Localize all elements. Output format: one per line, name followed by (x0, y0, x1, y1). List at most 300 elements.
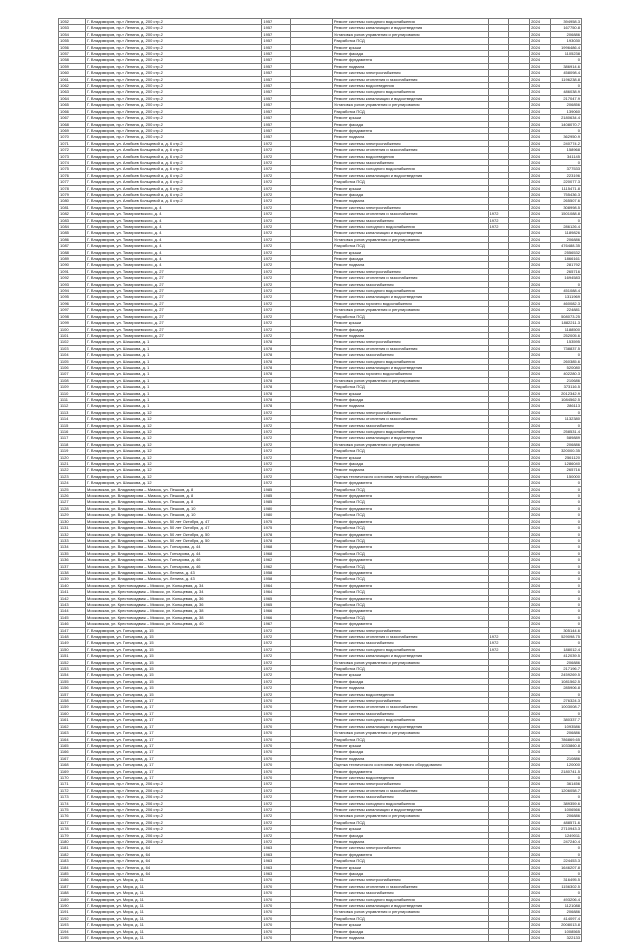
address-cell: Г. Владимиров, ул. Гончарова, д. 17 (85, 710, 261, 716)
empty-cell (509, 935, 530, 941)
work-type-cell: Ремонт системы газоснабжения (332, 640, 488, 646)
amount-cell: 1156302.5 (550, 883, 581, 889)
work-type-cell: Разработка ПСД (332, 736, 488, 742)
row-id-cell: 1158 (59, 698, 86, 704)
row-id-cell: 1080 (59, 198, 86, 204)
work-type-cell: Ремонт системы холодного водоснабжения (332, 19, 488, 25)
work-type-cell: Ремонт системы канализации и водоотведения (332, 230, 488, 236)
amount-cell: 0 (550, 608, 581, 614)
row-id-cell: 1066 (59, 108, 86, 114)
amount-cell: 402280.3 (550, 371, 581, 377)
address-cell: Г. Владимиров, ул. Шишкова, д. 12 (85, 409, 261, 415)
address-cell: Г. Владимиров, ул. Тимирязевского, д. 4 (85, 211, 261, 217)
amount-cell: 0 (550, 640, 581, 646)
plan-year-cell: 2024 (530, 384, 551, 390)
year-cell: 1972 (262, 307, 291, 313)
year-cell: 1972 (262, 819, 291, 825)
row-id-cell: 1173 (59, 794, 86, 800)
amount-cell: 260385.6 (550, 358, 581, 364)
plan-year-cell: 2024 (530, 480, 551, 486)
amount-cell: 0 (550, 422, 581, 428)
row-id-cell: 1146 (59, 621, 86, 627)
row-id-cell: 1081 (59, 204, 86, 210)
year-cell: 1978 (262, 358, 291, 364)
year-cell: 1980 (262, 512, 291, 518)
address-cell: Г. Владимиров, пр-т Ленина, д. 200 стр.2 (85, 95, 261, 101)
year-cell: 1957 (262, 76, 291, 82)
address-cell: Г. Владимиров, ул. Шишкова, д. 1 (85, 358, 261, 364)
plan-year-cell: 2024 (530, 653, 551, 659)
work-type-cell: Ремонт системы канализации и водоотведения (332, 653, 488, 659)
year-cell: 1972 (262, 217, 291, 223)
address-cell: Г. Владимиров, пр-т Ленина, д. 64 (85, 864, 261, 870)
year-cell: 1957 (262, 83, 291, 89)
row-id-cell: 1095 (59, 294, 86, 300)
plan-year-cell: 2024 (530, 294, 551, 300)
address-cell: Г. Владимиров, ул. Гончарова, д. 15 (85, 640, 261, 646)
plan-year-cell: 2024 (530, 57, 551, 63)
row-id-cell: 1082 (59, 211, 86, 217)
work-type-cell: Ремонт системы электроснабжения (332, 627, 488, 633)
address-cell: Г. Владимиров, пр-т Ленина, д. 200 стр.2 (85, 121, 261, 127)
plan-year-cell: 2024 (530, 935, 551, 941)
work-type-cell: Ремонт фундамента (332, 57, 488, 63)
plan-year-cell: 2024 (530, 115, 551, 121)
row-id-cell: 1157 (59, 691, 86, 697)
row-id-cell: 1127 (59, 499, 86, 505)
work-type-cell: Разработка ПСД (332, 108, 488, 114)
year-cell: 1957 (262, 38, 291, 44)
work-type-cell: Разработка ПСД (332, 313, 488, 319)
work-type-cell: Ремонт фасада (332, 871, 488, 877)
plan-year-cell: 2024 (530, 601, 551, 607)
address-cell: Московская, ул. Крестовоздвиж – Миасск, ул. Кольцевая, д. 38 (85, 608, 261, 614)
plan-year-cell: 2024 (530, 422, 551, 428)
year-cell: 1972 (262, 653, 291, 659)
address-cell: Г. Владимиров, ул. Алябьев Кольцевой а, д. 6 стр.2 (85, 153, 261, 159)
address-cell: Г. Владимиров, ул. Гончарова, д. 17 (85, 717, 261, 723)
address-cell: Г. Владимиров, ул. Шишкова, д. 1 (85, 384, 261, 390)
address-cell: Г. Владимиров, ул. Гончарова, д. 15 (85, 666, 261, 672)
work-type-cell: Ремонт фасада (332, 51, 488, 57)
year-cell: 1970 (262, 762, 291, 768)
address-cell: Г. Владимиров, ул. Шишкова, д. 1 (85, 403, 261, 409)
amount-cell: 1105238 (550, 51, 581, 57)
row-id-cell: 1075 (59, 166, 86, 172)
year-cell: 1962 (262, 563, 291, 569)
plan-year-cell: 2024 (530, 364, 551, 370)
row-id-cell: 1067 (59, 115, 86, 121)
year-cell: 1985 (262, 486, 291, 492)
address-cell: Московская, ул. Владимирова – Миасск, ул. 50 лет Октября, д. 50 (85, 537, 261, 543)
amount-cell: 529098.75 (550, 634, 581, 640)
address-cell: Московская, ул. Владимирова – Миасск, ул. Пешков, д. 8 (85, 486, 261, 492)
plan-year-cell: 2024 (530, 582, 551, 588)
year-cell: 1972 (262, 262, 291, 268)
amount-cell: 285906.8 (550, 685, 581, 691)
work-type-cell: Ремонт крыши (332, 185, 488, 191)
work-type-cell: Ремонт системы горячего водоснабжения (332, 371, 488, 377)
amount-cell: 1093586 (550, 723, 581, 729)
plan-year-cell: 2024 (530, 736, 551, 742)
plan-year-cell: 2024 (530, 262, 551, 268)
year-cell: 1972 (262, 153, 291, 159)
work-type-cell: Разработка ПСД (332, 601, 488, 607)
amount-cell: 2180634.4 (550, 115, 581, 121)
address-cell: Г. Владимиров, пр-т Ленина, д. 64 (85, 845, 261, 851)
row-id-cell: 1077 (59, 179, 86, 185)
amount-cell: 247240.4 (550, 839, 581, 845)
year-cell: 1957 (262, 134, 291, 140)
year-cell: 1972 (262, 800, 291, 806)
plan-year-cell: 2024 (530, 806, 551, 812)
amount-cell: 1694583 (550, 275, 581, 281)
year-cell: 1972 (262, 224, 291, 230)
amount-cell: 0 (550, 774, 581, 780)
work-type-cell: Ремонт фасада (332, 191, 488, 197)
plan-year-cell: 2024 (530, 300, 551, 306)
amount-cell: 380337.7 (550, 717, 581, 723)
row-id-cell: 1112 (59, 403, 86, 409)
plan-year-cell: 2024 (530, 608, 551, 614)
row-id-cell: 1165 (59, 742, 86, 748)
amount-cell: 0 (550, 569, 581, 575)
year-cell: 1972 (262, 813, 291, 819)
address-cell: Г. Владимиров, пр-т Ленина, д. 200 стр.2 (85, 31, 261, 37)
address-cell: Г. Владимиров, ул. Алябьев Кольцевой а, д. 6 стр.2 (85, 159, 261, 165)
address-cell: Г. Владимиров, ул. Тимирязевского, д. 27 (85, 294, 261, 300)
address-cell: Г. Владимиров, ул. Алябьев Кольцевой а, д. 6 стр.2 (85, 140, 261, 146)
row-id-cell: 1171 (59, 781, 86, 787)
address-cell: Г. Владимиров, ул. Тимирязевского, д. 4 (85, 204, 261, 210)
address-cell: Московская, ул. Крестовоздвиж – Миасск, ул. Кольцевая, д. 38 (85, 614, 261, 620)
work-type-cell: Разработка ПСД (332, 179, 488, 185)
work-type-cell: Ремонт системы канализации и водоотведения (332, 25, 488, 31)
address-cell: Г. Владимиров, ул. Мира, д. 11 (85, 896, 261, 902)
plan-year-cell: 2024 (530, 416, 551, 422)
plan-year-cell: 2024 (530, 339, 551, 345)
plan-year-cell: 2024 (530, 31, 551, 37)
row-id-cell: 1108 (59, 377, 86, 383)
amount-cell: 167750.8 (550, 25, 581, 31)
year-cell: 1957 (262, 102, 291, 108)
year-cell: 1957 (262, 31, 291, 37)
work-type-cell: Разработка ПСД (332, 537, 488, 543)
plan-year-cell: 2024 (530, 787, 551, 793)
row-id-cell: 1090 (59, 262, 86, 268)
amount-cell: 412039.5 (550, 653, 581, 659)
plan-year-cell: 2024 (530, 332, 551, 338)
row-id-cell: 1185 (59, 871, 86, 877)
plan-year-cell: 2024 (530, 883, 551, 889)
plan-year-cell: 2024 (530, 256, 551, 262)
year-cell: 1972 (262, 448, 291, 454)
work-type-cell: Ремонт системы газоснабжения (332, 422, 488, 428)
row-id-cell: 1149 (59, 640, 86, 646)
address-cell: Г. Владимиров, ул. Гончарова, д. 17 (85, 723, 261, 729)
amount-cell: 252005.6 (550, 332, 581, 338)
work-type-cell: Ремонт системы канализации и водоотведения (332, 95, 488, 101)
amount-cell: 286113 (550, 403, 581, 409)
year-cell: 1972 (262, 473, 291, 479)
work-type-cell: Разработка ПСД (332, 858, 488, 864)
address-cell: Г. Владимиров, ул. Тимирязевского, д. 27 (85, 307, 261, 313)
address-cell: Г. Владимиров, ул. Тимирязевского, д. 4 (85, 230, 261, 236)
year-cell: 1972 (262, 172, 291, 178)
work-type-cell: Ремонт фасада (332, 121, 488, 127)
amount-cell: 1311969 (550, 294, 581, 300)
address-cell: Г. Владимиров, ул. Тимирязевского, д. 4 (85, 224, 261, 230)
year-cell: 1972 (262, 461, 291, 467)
table-body (59, 19, 582, 942)
row-id-cell: 1193 (59, 922, 86, 928)
amount-cell: 2012342.9 (550, 390, 581, 396)
work-type-cell: Ремонт крыши (332, 390, 488, 396)
work-type-cell: Ремонт фасада (332, 326, 488, 332)
address-cell: Г. Владимиров, ул. Гончарова, д. 15 (85, 685, 261, 691)
plan-year-cell: 2024 (530, 217, 551, 223)
work-type-cell: Ремонт фасада (332, 832, 488, 838)
address-cell: Московская, ул. Владимирова – Миасск, ул. Гончарова, д. 46 (85, 563, 261, 569)
year-cell: 1980 (262, 505, 291, 511)
amount-cell: 362950.9 (550, 134, 581, 140)
plan-year-cell: 2024 (530, 723, 551, 729)
work-type-cell: Ремонт системы канализации и водоотведения (332, 903, 488, 909)
amount-cell: 0 (550, 537, 581, 543)
amount-cell: 0 (550, 57, 581, 63)
work-type-cell: Ремонт системы отопления и газоснабжения (332, 275, 488, 281)
year-cell: 1972 (262, 230, 291, 236)
work-type-cell: Ремонт подвала (332, 63, 488, 69)
plan-year-cell: 2024 (530, 569, 551, 575)
address-cell: Г. Владимиров, пр-т Ленина, д. 200 стр.2 (85, 44, 261, 50)
amount-cell: 0 (550, 217, 581, 223)
extra-year-cell (488, 935, 509, 941)
year-cell: 1972 (262, 332, 291, 338)
row-id-cell: 1083 (59, 217, 86, 223)
row-id-cell: 1139 (59, 576, 86, 582)
address-cell: Г. Владимиров, ул. Мира, д. 11 (85, 903, 261, 909)
row-id-cell: 1117 (59, 435, 86, 441)
plan-year-cell: 2024 (530, 249, 551, 255)
row-id-cell: 1088 (59, 249, 86, 255)
work-type-cell: Ремонт фундамента (332, 493, 488, 499)
address-cell: Московская, ул. Владимирова – Миасск, ул. Пешков, д. 10 (85, 505, 261, 511)
row-id-cell: 1194 (59, 928, 86, 934)
work-type-cell: Ремонт фундамента (332, 505, 488, 511)
row-id-cell: 1186 (59, 877, 86, 883)
amount-cell: 1206058.7 (550, 787, 581, 793)
year-cell: 1970 (262, 890, 291, 896)
amount-cell: 224881 (550, 307, 581, 313)
plan-year-cell: 2024 (530, 858, 551, 864)
address-cell: Г. Владимиров, ул. Тимирязевского, д. 27 (85, 326, 261, 332)
address-cell: Г. Владимиров, ул. Алябьев Кольцевой а, д. 6 стр.2 (85, 198, 261, 204)
year-cell: 1972 (262, 685, 291, 691)
amount-cell: 1084562.5 (550, 396, 581, 402)
amount-cell: 0 (550, 409, 581, 415)
address-cell: Московская, ул. Владимирова – Миасск, ул. Пешков, д. 8 (85, 499, 261, 505)
empty-cell (291, 935, 333, 941)
plan-year-cell: 2024 (530, 191, 551, 197)
row-id-cell: 1192 (59, 915, 86, 921)
row-id-cell: 1162 (59, 723, 86, 729)
plan-year-cell: 2024 (530, 371, 551, 377)
amount-cell: 394958.3 (550, 19, 581, 25)
work-type-cell: Ремонт системы электроснабжения (332, 409, 488, 415)
work-type-cell: Ремонт подвала (332, 262, 488, 268)
amount-cell: 0 (550, 710, 581, 716)
year-cell: 1970 (262, 710, 291, 716)
spreadsheet (58, 18, 582, 942)
row-id-cell: 1069 (59, 127, 86, 133)
row-id-cell: 1169 (59, 768, 86, 774)
work-type-cell: Ремонт фундамента (332, 480, 488, 486)
year-cell: 1978 (262, 403, 291, 409)
work-type-cell: Ремонт крыши (332, 320, 488, 326)
plan-year-cell: 2024 (530, 108, 551, 114)
row-id-cell: 1159 (59, 704, 86, 710)
row-id-cell: 1189 (59, 896, 86, 902)
year-cell: 1972 (262, 185, 291, 191)
amount-cell: 320000.35 (550, 448, 581, 454)
row-id-cell: 1116 (59, 429, 86, 435)
year-cell: 1962 (262, 557, 291, 563)
amount-cell: 158968 (550, 147, 581, 153)
plan-year-cell: 2024 (530, 435, 551, 441)
address-cell: Г. Владимиров, ул. Шишкова, д. 12 (85, 416, 261, 422)
row-id-cell: 1060 (59, 70, 86, 76)
work-type-cell: Ремонт фундамента (332, 518, 488, 524)
plan-year-cell: 2024 (530, 63, 551, 69)
year-cell: 1966 (262, 608, 291, 614)
work-type-cell: Ремонт системы холодного водоснабжения (332, 800, 488, 806)
plan-year-cell: 2024 (530, 493, 551, 499)
year-cell: 1970 (262, 903, 291, 909)
address-cell: Г. Владимиров, пр-т Ленина, д. 206 стр.2 (85, 826, 261, 832)
address-cell: Г. Владимиров, ул. Мира, д. 11 (85, 915, 261, 921)
amount-cell: 0 (550, 505, 581, 511)
year-cell: 1972 (262, 627, 291, 633)
address-cell: Г. Владимиров, пр-т Ленина, д. 200 стр.2 (85, 70, 261, 76)
plan-year-cell: 2024 (530, 646, 551, 652)
work-type-cell: Оценка технического состояния лифтового оборудования (332, 762, 488, 768)
work-type-cell: Ремонт фундамента (332, 531, 488, 537)
amount-cell: 265507.6 (550, 198, 581, 204)
work-type-cell: Разработка ПСД (332, 499, 488, 505)
year-cell: 1972 (262, 659, 291, 665)
address-cell: Г. Владимиров, ул. Тимирязевского, д. 27 (85, 268, 261, 274)
row-id-cell: 1087 (59, 243, 86, 249)
amount-cell: 220077.3 (550, 179, 581, 185)
work-type-cell: Ремонт системы электроснабжения (332, 204, 488, 210)
work-type-cell: Ремонт подвала (332, 403, 488, 409)
year-cell: 1972 (262, 454, 291, 460)
work-type-cell: Ремонт системы отопления и газоснабжения (332, 211, 488, 217)
plan-year-cell: 2024 (530, 44, 551, 50)
year-cell: 1964 (262, 582, 291, 588)
year-cell: 1958 (262, 576, 291, 582)
address-cell: Г. Владимиров, пр-т Ленина, д. 200 стр.2 (85, 134, 261, 140)
amount-cell: 0 (550, 614, 581, 620)
amount-cell: 0 (550, 871, 581, 877)
work-type-cell: Ремонт подвала (332, 839, 488, 845)
year-cell: 1970 (262, 896, 291, 902)
amount-cell: 0 (550, 127, 581, 133)
plan-year-cell: 2024 (530, 621, 551, 627)
address-cell: Г. Владимиров, пр-т Ленина, д. 206 стр.2 (85, 813, 261, 819)
address-cell: Г. Владимиров, пр-т Ленина, д. 206 стр.2 (85, 800, 261, 806)
row-id-cell: 1107 (59, 371, 86, 377)
work-type-cell: Ремонт системы холодного водоснабжения (332, 896, 488, 902)
plan-year-cell: 2024 (530, 576, 551, 582)
year-cell: 1970 (262, 698, 291, 704)
amount-cell: 451088.4 (550, 288, 581, 294)
row-id-cell: 1078 (59, 185, 86, 191)
year-cell: 1972 (262, 781, 291, 787)
year-cell: 1978 (262, 377, 291, 383)
work-type-cell: Разработка ПСД (332, 525, 488, 531)
year-cell: 1972 (262, 422, 291, 428)
amount-cell: 2180741.5 (550, 768, 581, 774)
plan-year-cell: 2024 (530, 659, 551, 665)
amount-cell: 206886 (550, 909, 581, 915)
row-id-cell: 1121 (59, 461, 86, 467)
row-id-cell: 1091 (59, 268, 86, 274)
year-cell: 1967 (262, 621, 291, 627)
row-id-cell: 1131 (59, 525, 86, 531)
address-cell: Г. Владимиров, ул. Шишкова, д. 12 (85, 422, 261, 428)
plan-year-cell: 2024 (530, 121, 551, 127)
address-cell: Г. Владимиров, ул. Шишкова, д. 1 (85, 352, 261, 358)
work-type-cell: Ремонт фундамента (332, 544, 488, 550)
year-cell: 1965 (262, 601, 291, 607)
year-cell: 1972 (262, 467, 291, 473)
plan-year-cell: 2024 (530, 83, 551, 89)
amount-cell: 1003008.7 (550, 704, 581, 710)
plan-year-cell: 2024 (530, 832, 551, 838)
amount-cell: 0 (550, 544, 581, 550)
amount-cell: 389359.6 (550, 800, 581, 806)
year-cell: 1972 (262, 672, 291, 678)
year-cell: 1972 (262, 666, 291, 672)
row-id-cell: 1138 (59, 569, 86, 575)
work-type-cell: Ремонт крыши (332, 672, 488, 678)
plan-year-cell: 2024 (530, 326, 551, 332)
address-cell: Г. Владимиров, ул. Гончарова, д. 15 (85, 691, 261, 697)
work-type-cell: Ремонт системы отопления и газоснабжения (332, 704, 488, 710)
address-cell: Г. Владимиров, ул. Гончарова, д. 17 (85, 742, 261, 748)
year-cell: 1957 (262, 89, 291, 95)
row-id-cell: 1175 (59, 806, 86, 812)
plan-year-cell: 2024 (530, 666, 551, 672)
work-type-cell: Ремонт системы отопления и газоснабжения (332, 76, 488, 82)
row-id-cell: 1115 (59, 422, 86, 428)
amount-cell: 460082.3 (550, 300, 581, 306)
address-cell: Г. Владимиров, пр-т Ленина, д. 200 стр.2 (85, 83, 261, 89)
plan-year-cell: 2024 (530, 640, 551, 646)
row-id-cell: 1161 (59, 717, 86, 723)
plan-year-cell: 2024 (530, 704, 551, 710)
plan-year-cell: 2024 (530, 627, 551, 633)
year-cell: 1968 (262, 550, 291, 556)
address-cell: Московская, ул. Владимирова – Миасск, ул. 50 лет Октября, д. 47 (85, 518, 261, 524)
work-type-cell: Разработка ПСД (332, 819, 488, 825)
year-cell: 1970 (262, 883, 291, 889)
year-cell: 1972 (262, 416, 291, 422)
year-cell: 1970 (262, 749, 291, 755)
row-id-cell: 1057 (59, 51, 86, 57)
